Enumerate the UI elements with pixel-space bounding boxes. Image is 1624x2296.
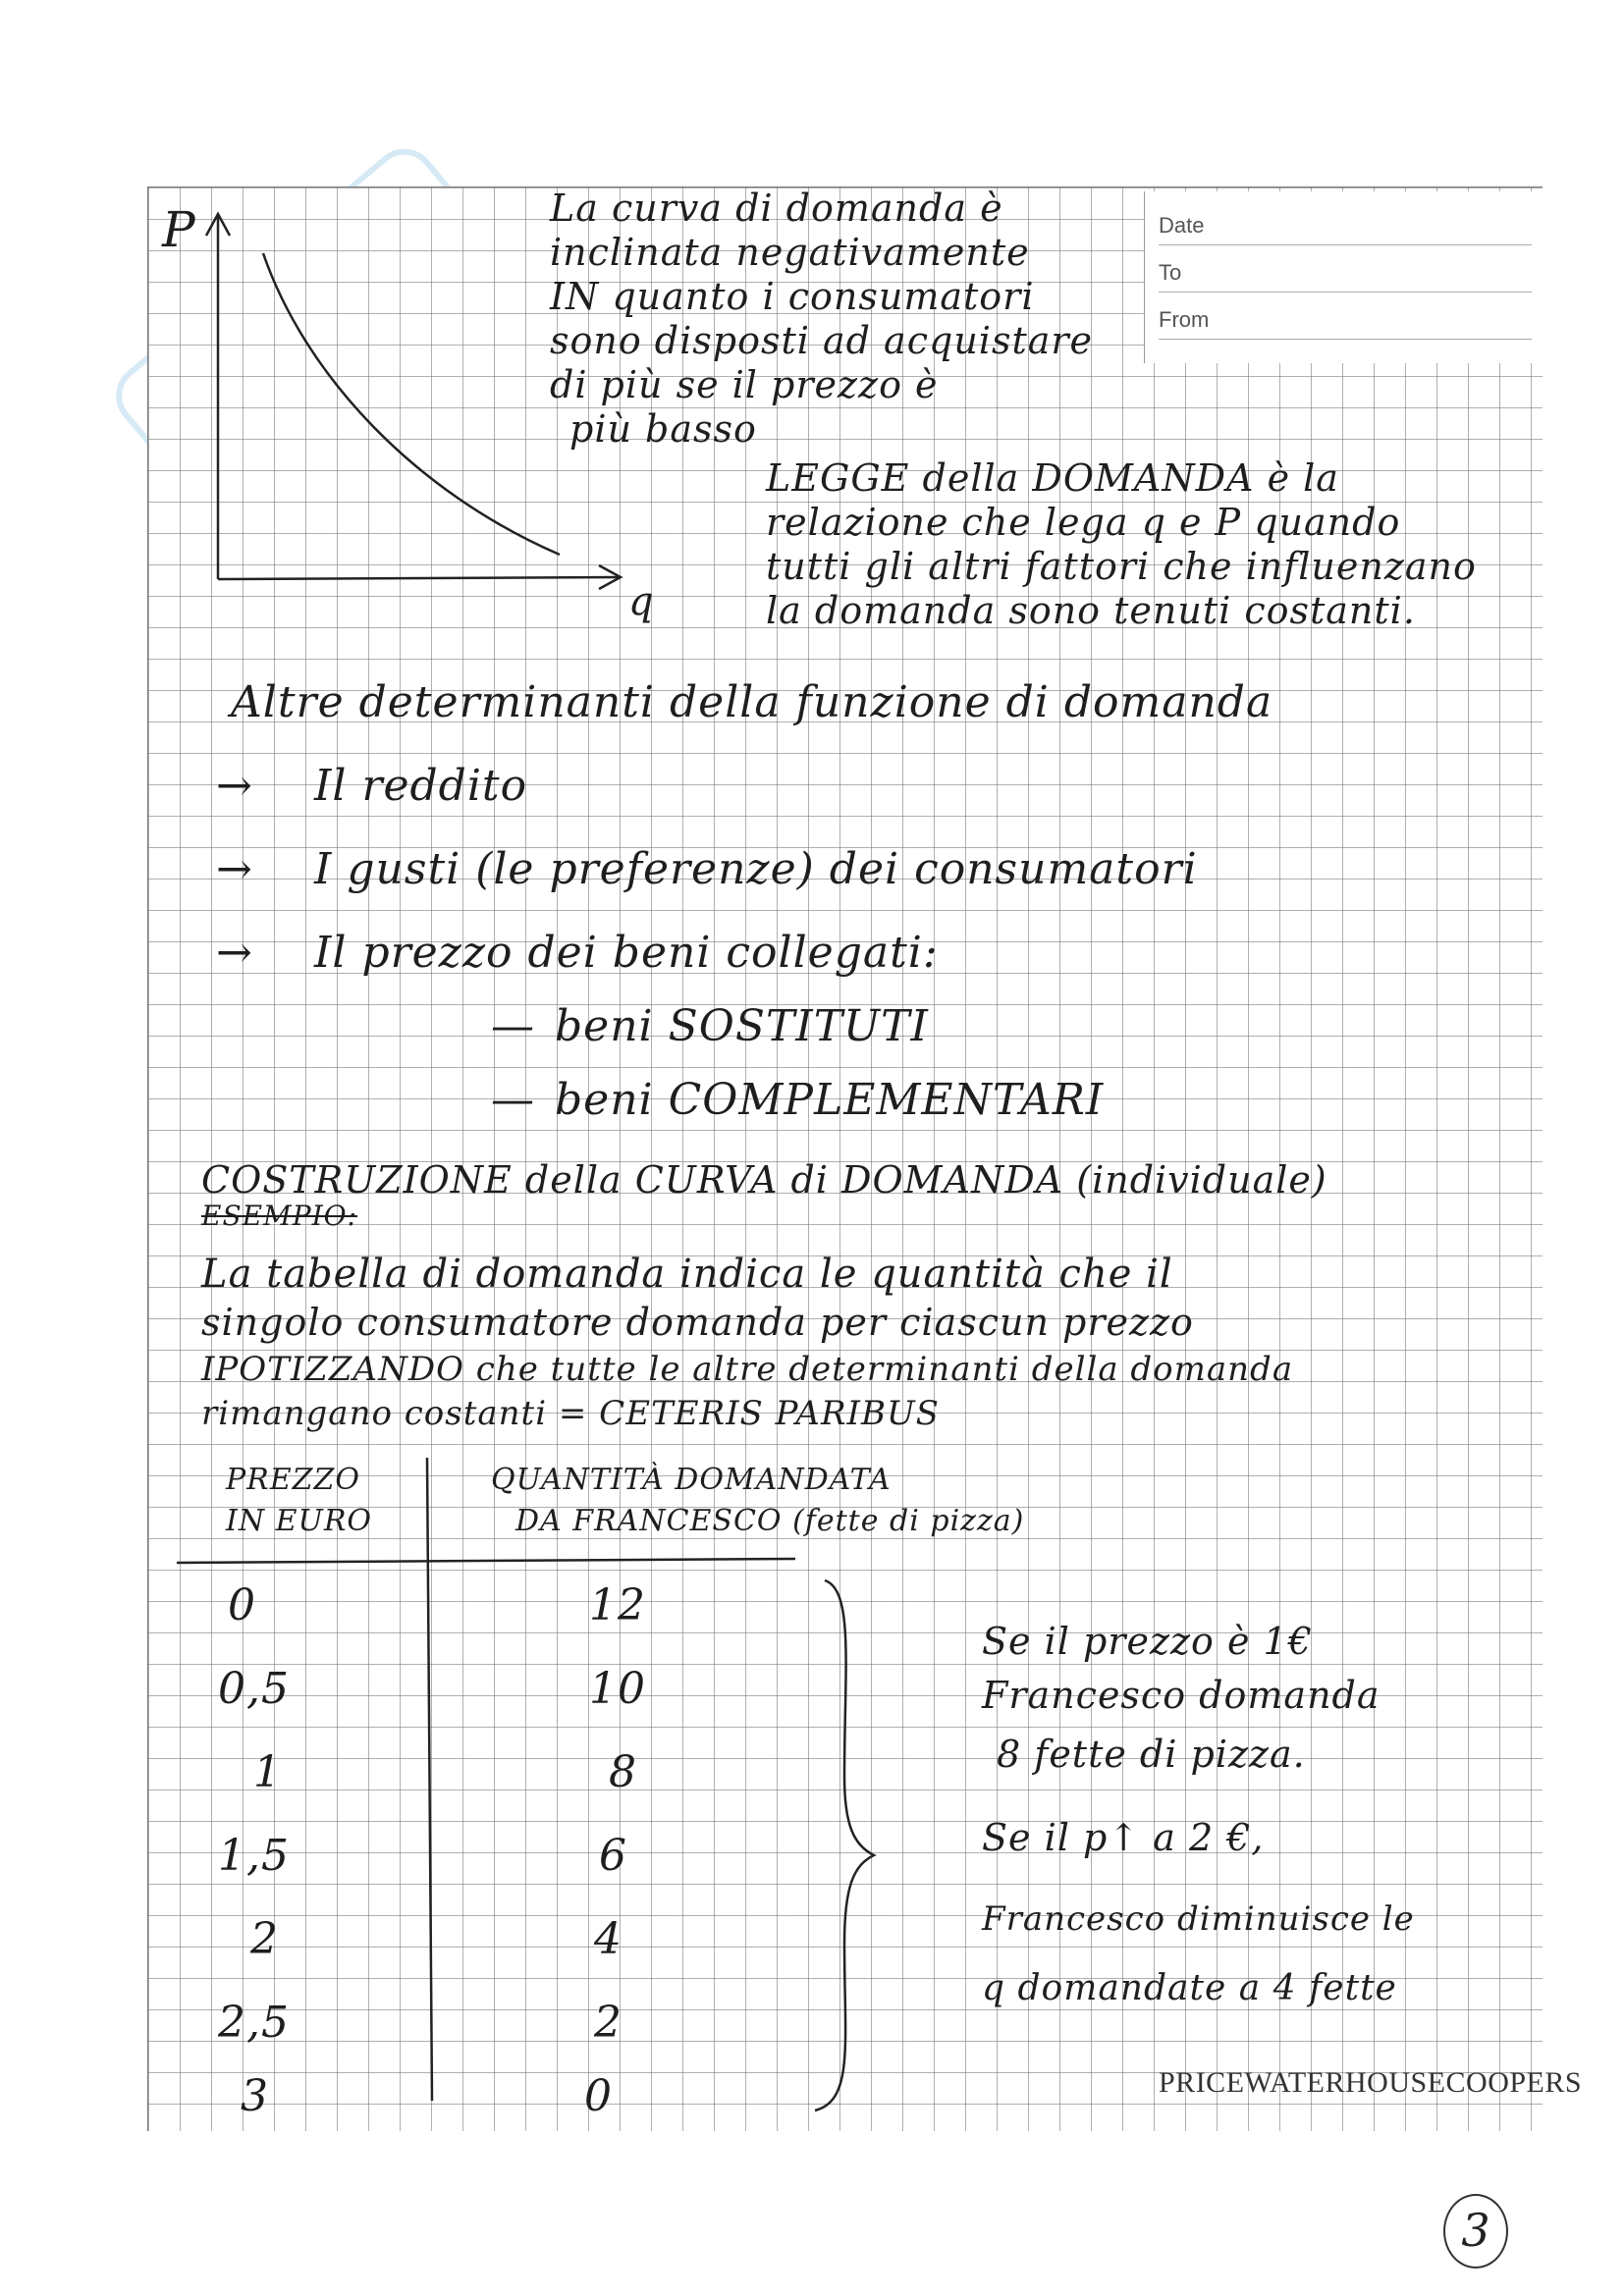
table-row-4-qty: 6: [599, 1831, 627, 1881]
table-row-2-price: 0,5: [218, 1664, 290, 1714]
table-row-2-qty: 10: [589, 1664, 646, 1714]
intro-line-3: IN quanto i consumatori: [550, 275, 1035, 318]
table-row-3-qty: 8: [609, 1747, 637, 1797]
determinant-item-3: Il prezzo dei beni collegati:: [314, 928, 939, 978]
determinant-item-1: Il reddito: [314, 761, 528, 811]
date-row: [1159, 201, 1532, 245]
example-label: ESEMPIO:: [201, 1200, 358, 1232]
col2-header-1: QUANTITÀ DOMANDATA: [491, 1463, 892, 1497]
side-note-line-1: Se il prezzo è 1€: [982, 1620, 1313, 1663]
x-axis-label: q: [628, 579, 655, 624]
page-number: 3: [1443, 2194, 1508, 2269]
intro-line-2: inclinata negativamente: [550, 231, 1030, 274]
side-note-line-6: q domandate a 4 fette: [982, 1968, 1397, 2008]
intro-line-4: sono disposti ad acquistare: [550, 319, 1094, 362]
brand-logo: PRICEWATERHOUSECOOPERS: [1159, 2066, 1583, 2099]
construction-line-2: singolo consumatore domanda per ciascun prezzo: [201, 1301, 1194, 1344]
from-row: [1159, 295, 1532, 340]
side-note-line-4: Se il p↑ a 2 €,: [982, 1816, 1265, 1859]
sub-item-2: beni COMPLEMENTARI: [555, 1075, 1105, 1125]
determinant-arrow-2: →: [216, 844, 253, 894]
determinants-heading: Altre determinanti della funzione di domanda: [231, 677, 1273, 727]
table-row-1-price: 0: [228, 1580, 256, 1630]
table-row-7-qty: 0: [584, 2071, 613, 2121]
table-row-3-price: 1: [253, 1747, 282, 1797]
table-row-6-qty: 2: [594, 1998, 623, 2048]
col2-header-2: DA FRANCESCO (fette di pizza): [515, 1504, 1025, 1538]
determinant-item-2: I gusti (le preferenze) dei consumatori: [314, 844, 1198, 894]
law-line-3: tutti gli altri fattori che influenzano: [766, 545, 1477, 588]
date-label: Date: [1159, 213, 1205, 238]
construction-line-4: rimangano costanti = CETERIS PARIBUS: [201, 1394, 940, 1433]
table-lines: [167, 1453, 1149, 2120]
col1-header-1: PREZZO: [226, 1463, 360, 1497]
sub-item-dash-1: —: [491, 1001, 535, 1051]
table-row-5-qty: 4: [594, 1914, 623, 1964]
to-label: To: [1159, 260, 1182, 285]
table-row-5-price: 2: [250, 1914, 279, 1964]
table-row-4-price: 1,5: [218, 1831, 290, 1881]
determinant-arrow-1: →: [216, 761, 253, 811]
to-row: [1159, 248, 1532, 293]
table-row-7-price: 3: [241, 2071, 269, 2121]
intro-line-6: più basso: [569, 407, 757, 451]
law-line-4: la domanda sono tenuti costanti.: [766, 589, 1416, 632]
intro-line-5: di più se il prezzo è: [550, 363, 939, 406]
law-line-2: relazione che lega q e P quando: [766, 501, 1401, 544]
side-note-line-3: 8 fette di pizza.: [997, 1733, 1306, 1776]
y-axis-label: P: [162, 201, 196, 258]
table-row-1-qty: 12: [589, 1580, 646, 1630]
side-note-line-2: Francesco domanda: [982, 1674, 1380, 1717]
side-note-line-5: Francesco diminuisce le: [982, 1899, 1415, 1939]
law-line-1: LEGGE della DOMANDA è la: [766, 456, 1339, 500]
construction-line-1: La tabella di domanda indica le quantità che il: [201, 1252, 1173, 1297]
intro-line-1: La curva di domanda è: [550, 187, 1003, 230]
table-row-6-price: 2,5: [218, 1998, 290, 2048]
construction-heading: COSTRUZIONE della CURVA di DOMANDA (individuale): [201, 1158, 1327, 1201]
sub-item-dash-2: —: [491, 1075, 535, 1125]
sub-item-1: beni SOSTITUTI: [555, 1001, 929, 1051]
determinant-arrow-3: →: [216, 928, 253, 978]
from-label: From: [1159, 307, 1210, 332]
header-box: [1144, 191, 1547, 363]
col1-header-2: IN EURO: [226, 1504, 373, 1538]
construction-line-3: IPOTIZZANDO che tutte le altre determinanti della domanda: [201, 1350, 1294, 1389]
